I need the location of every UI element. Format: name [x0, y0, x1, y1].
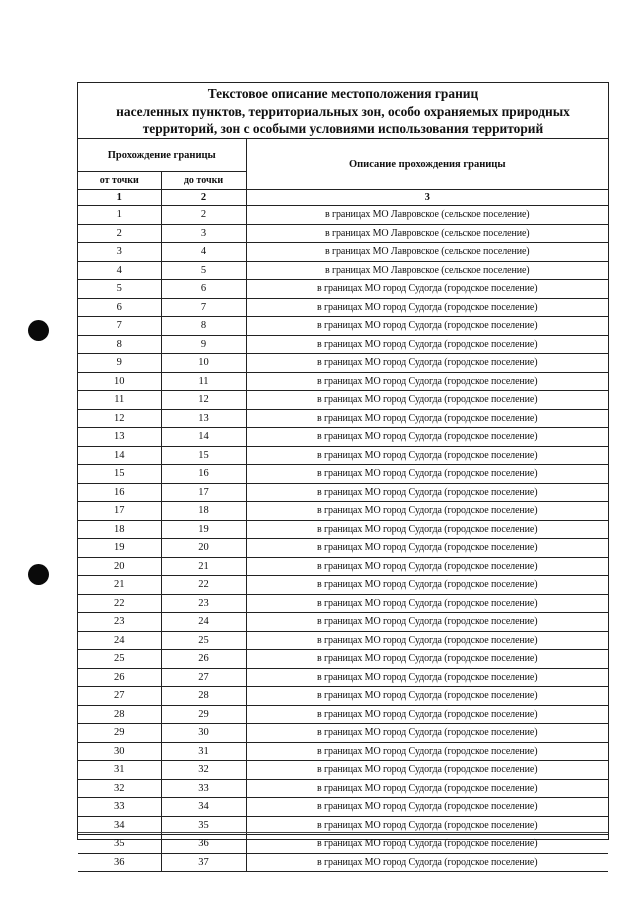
title-line-2: населенных пунктов, территориальных зон, особо охраняемых природных — [116, 103, 570, 119]
table-row — [78, 539, 608, 558]
table-row — [78, 557, 608, 576]
cell-to-point: 4 — [161, 243, 246, 262]
cell-from-point: 9 — [78, 354, 161, 373]
cell-description: в границах МО Лавровское (сельское поселение) — [246, 224, 608, 243]
cell-to-point: 13 — [161, 409, 246, 428]
cell-to-point: 27 — [161, 668, 246, 687]
table-row — [78, 261, 608, 280]
table-row — [78, 742, 608, 761]
table-row — [78, 317, 608, 336]
cell-description: в границах МО город Судогда (городское поселение) — [246, 761, 608, 780]
cell-from-point: 25 — [78, 650, 161, 669]
table-row — [78, 613, 608, 632]
table-row — [78, 224, 608, 243]
cell-to-point: 34 — [161, 798, 246, 817]
cell-to-point: 3 — [161, 224, 246, 243]
cell-from-point: 32 — [78, 779, 161, 798]
cell-to-point: 28 — [161, 687, 246, 706]
cell-from-point: 13 — [78, 428, 161, 447]
cell-description: в границах МО Лавровское (сельское поселение) — [246, 243, 608, 262]
cell-from-point: 6 — [78, 298, 161, 317]
cell-from-point: 36 — [78, 853, 161, 872]
cell-from-point: 16 — [78, 483, 161, 502]
cell-to-point: 21 — [161, 557, 246, 576]
header-boundary-passage: Прохождение границы — [78, 139, 246, 172]
cell-from-point: 3 — [78, 243, 161, 262]
cell-to-point: 16 — [161, 465, 246, 484]
cell-from-point: 4 — [78, 261, 161, 280]
cell-description: в границах МО город Судогда (городское поселение) — [246, 409, 608, 428]
cell-from-point: 28 — [78, 705, 161, 724]
table-row — [78, 705, 608, 724]
cell-from-point: 2 — [78, 224, 161, 243]
cell-description: в границах МО город Судогда (городское поселение) — [246, 539, 608, 558]
cell-description: в границах МО город Судогда (городское поселение) — [246, 335, 608, 354]
cell-description: в границах МО город Судогда (городское поселение) — [246, 613, 608, 632]
table-row — [78, 446, 608, 465]
boundary-table — [78, 139, 608, 872]
table-row — [78, 428, 608, 447]
table-row — [78, 280, 608, 299]
cell-from-point: 34 — [78, 816, 161, 835]
table-row — [78, 243, 608, 262]
cell-from-point: 15 — [78, 465, 161, 484]
cell-to-point: 6 — [161, 280, 246, 299]
table-row — [78, 354, 608, 373]
table-row — [78, 650, 608, 669]
cell-to-point: 5 — [161, 261, 246, 280]
cell-to-point: 10 — [161, 354, 246, 373]
table-row — [78, 594, 608, 613]
cell-description: в границах МО город Судогда (городское поселение) — [246, 298, 608, 317]
cell-from-point: 24 — [78, 631, 161, 650]
table-row — [78, 668, 608, 687]
cell-description: в границах МО город Судогда (городское поселение) — [246, 798, 608, 817]
cell-to-point: 37 — [161, 853, 246, 872]
cell-description: в границах МО город Судогда (городское поселение) — [246, 779, 608, 798]
cell-from-point: 26 — [78, 668, 161, 687]
cell-description: в границах МО город Судогда (городское поселение) — [246, 280, 608, 299]
cell-to-point: 30 — [161, 724, 246, 743]
cell-description: в границах МО город Судогда (городское поселение) — [246, 483, 608, 502]
cell-description: в границах МО город Судогда (городское поселение) — [246, 687, 608, 706]
table-row — [78, 465, 608, 484]
cell-description: в границах МО город Судогда (городское поселение) — [246, 705, 608, 724]
cell-to-point: 12 — [161, 391, 246, 410]
punch-hole-bottom — [28, 564, 49, 585]
cell-from-point: 5 — [78, 280, 161, 299]
cell-description: в границах МО город Судогда (городское поселение) — [246, 557, 608, 576]
table-row — [78, 853, 608, 872]
table-row — [78, 724, 608, 743]
column-number-3: 3 — [246, 190, 608, 206]
table-row — [78, 409, 608, 428]
cell-to-point: 14 — [161, 428, 246, 447]
header-from-point: от точки — [78, 172, 161, 190]
cell-description: в границах МО город Судогда (городское поселение) — [246, 428, 608, 447]
cell-from-point: 29 — [78, 724, 161, 743]
cell-to-point: 15 — [161, 446, 246, 465]
cell-from-point: 19 — [78, 539, 161, 558]
cell-description: в границах МО город Судогда (городское поселение) — [246, 465, 608, 484]
cell-from-point: 21 — [78, 576, 161, 595]
cell-from-point: 14 — [78, 446, 161, 465]
cell-to-point: 19 — [161, 520, 246, 539]
title-line-3: территорий, зон с особыми условиями использования территорий — [142, 121, 544, 137]
cell-from-point: 12 — [78, 409, 161, 428]
header-description: Описание прохождения границы — [246, 139, 608, 190]
cell-from-point: 11 — [78, 391, 161, 410]
cell-to-point: 11 — [161, 372, 246, 391]
cell-from-point: 10 — [78, 372, 161, 391]
table-row — [78, 576, 608, 595]
cell-from-point: 23 — [78, 613, 161, 632]
cell-to-point: 24 — [161, 613, 246, 632]
table-row — [78, 520, 608, 539]
cell-description: в границах МО город Судогда (городское поселение) — [246, 446, 608, 465]
table-row — [78, 761, 608, 780]
cell-from-point: 33 — [78, 798, 161, 817]
cell-description: в границах МО город Судогда (городское поселение) — [246, 372, 608, 391]
cell-to-point: 8 — [161, 317, 246, 336]
cell-description: в границах МО Лавровское (сельское поселение) — [246, 206, 608, 225]
cell-to-point: 25 — [161, 631, 246, 650]
document-frame — [77, 82, 609, 868]
table-body — [78, 206, 608, 872]
cell-from-point: 30 — [78, 742, 161, 761]
cell-to-point: 35 — [161, 816, 246, 835]
table-row — [78, 335, 608, 354]
cell-to-point: 9 — [161, 335, 246, 354]
cell-to-point: 36 — [161, 835, 246, 854]
bottom-rule — [78, 832, 608, 833]
table-row — [78, 835, 608, 854]
cell-description: в границах МО город Судогда (городское поселение) — [246, 742, 608, 761]
cell-from-point: 20 — [78, 557, 161, 576]
cell-from-point: 17 — [78, 502, 161, 521]
table-row — [78, 631, 608, 650]
column-number-1: 1 — [78, 190, 161, 206]
cell-from-point: 18 — [78, 520, 161, 539]
cell-from-point: 1 — [78, 206, 161, 225]
cell-description: в границах МО город Судогда (городское поселение) — [246, 650, 608, 669]
cell-to-point: 29 — [161, 705, 246, 724]
cell-description: в границах МО город Судогда (городское поселение) — [246, 354, 608, 373]
cell-description: в границах МО город Судогда (городское поселение) — [246, 594, 608, 613]
cell-to-point: 23 — [161, 594, 246, 613]
cell-description: в границах МО город Судогда (городское поселение) — [246, 668, 608, 687]
table-row — [78, 779, 608, 798]
table-row — [78, 206, 608, 225]
cell-from-point: 8 — [78, 335, 161, 354]
cell-from-point: 7 — [78, 317, 161, 336]
cell-description: в границах МО город Судогда (городское поселение) — [246, 835, 608, 854]
cell-to-point: 26 — [161, 650, 246, 669]
document-title — [78, 83, 608, 139]
cell-to-point: 33 — [161, 779, 246, 798]
cell-description: в границах МО город Судогда (городское поселение) — [246, 816, 608, 835]
cell-from-point: 27 — [78, 687, 161, 706]
cell-from-point: 35 — [78, 835, 161, 854]
cell-to-point: 22 — [161, 576, 246, 595]
title-line-1: Текстовое описание местоположения границ — [207, 86, 479, 102]
table-row — [78, 372, 608, 391]
cell-description: в границах МО город Судогда (городское поселение) — [246, 391, 608, 410]
cell-from-point: 22 — [78, 594, 161, 613]
cell-to-point: 7 — [161, 298, 246, 317]
cell-description: в границах МО город Судогда (городское поселение) — [246, 631, 608, 650]
punch-hole-top — [28, 320, 49, 341]
cell-description: в границах МО город Судогда (городское поселение) — [246, 502, 608, 521]
cell-to-point: 32 — [161, 761, 246, 780]
table-row — [78, 391, 608, 410]
cell-description: в границах МО город Судогда (городское поселение) — [246, 520, 608, 539]
cell-description: в границах МО город Судогда (городское поселение) — [246, 576, 608, 595]
table-row — [78, 298, 608, 317]
cell-description: в границах МО город Судогда (городское поселение) — [246, 724, 608, 743]
table-row — [78, 483, 608, 502]
cell-to-point: 31 — [161, 742, 246, 761]
cell-from-point: 31 — [78, 761, 161, 780]
cell-to-point: 18 — [161, 502, 246, 521]
cell-description: в границах МО город Судогда (городское поселение) — [246, 317, 608, 336]
header-to-point: до точки — [161, 172, 246, 190]
table-row — [78, 798, 608, 817]
cell-description: в границах МО Лавровское (сельское поселение) — [246, 261, 608, 280]
column-number-2: 2 — [161, 190, 246, 206]
table-row — [78, 502, 608, 521]
cell-to-point: 2 — [161, 206, 246, 225]
cell-to-point: 20 — [161, 539, 246, 558]
table-row — [78, 687, 608, 706]
cell-description: в границах МО город Судогда (городское поселение) — [246, 853, 608, 872]
cell-to-point: 17 — [161, 483, 246, 502]
